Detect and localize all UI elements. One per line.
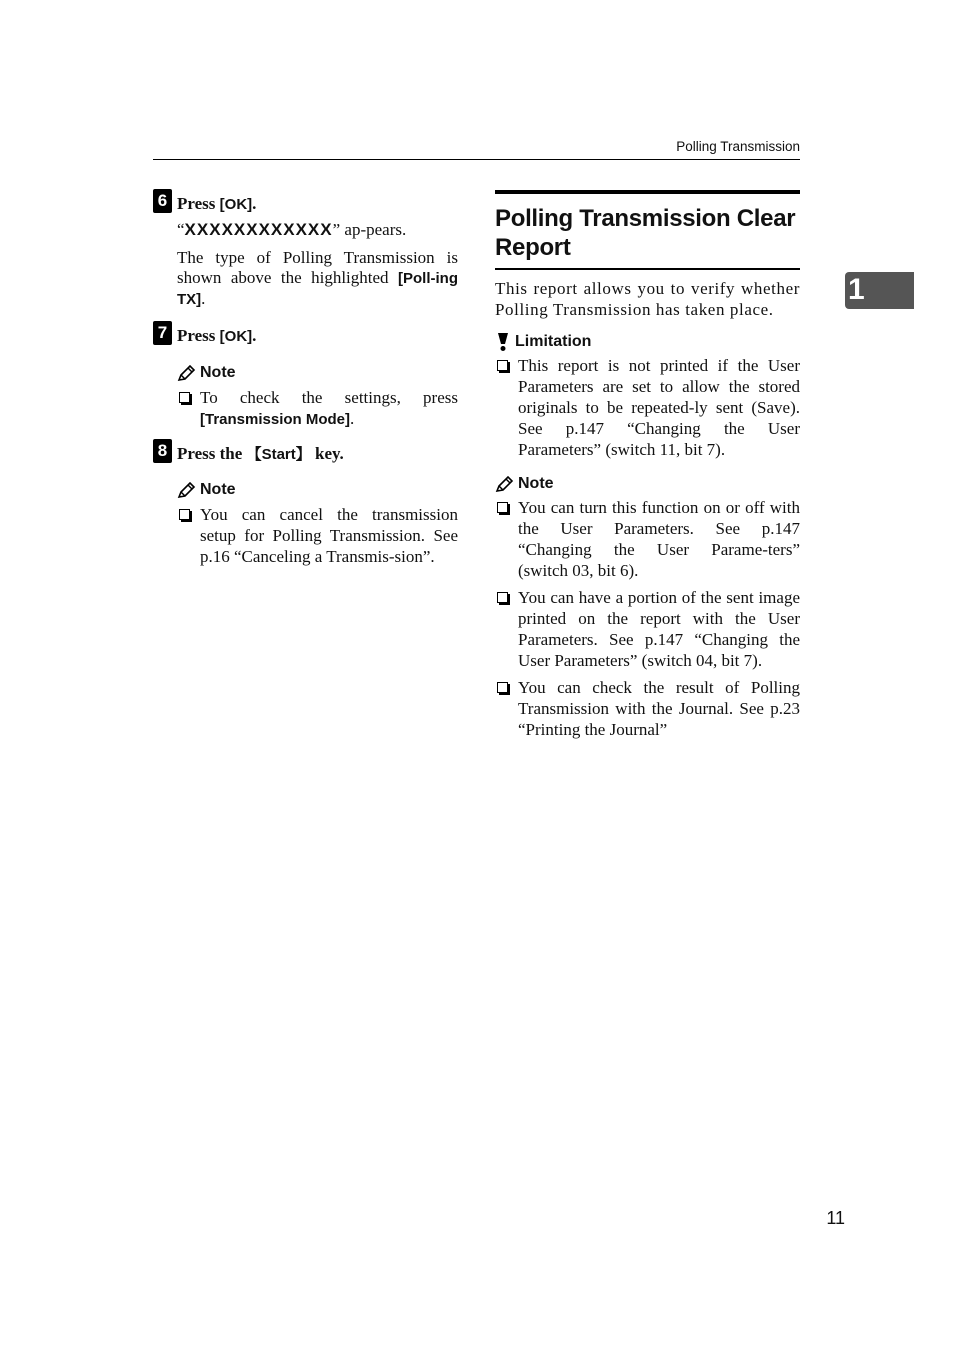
note-item: You can cancel the transmission setup for Polling Transmission. See p.16 “Canceling a Transmis-sion”. bbox=[177, 504, 458, 567]
ok-key: [OK] bbox=[219, 196, 253, 213]
header-rule bbox=[153, 159, 800, 160]
pencil-icon bbox=[177, 365, 196, 382]
exclamation-icon bbox=[495, 332, 511, 352]
limitation-heading: Limitation bbox=[495, 332, 800, 352]
masked-display: XXXXXXXXXXXX bbox=[184, 220, 333, 239]
step-6-title: Press [OK]. bbox=[177, 194, 257, 213]
bullet-box-icon bbox=[497, 360, 508, 371]
note-heading: Note bbox=[177, 480, 458, 500]
step-number-8: 8 bbox=[153, 439, 172, 463]
note-heading: Note bbox=[177, 363, 458, 383]
pencil-icon bbox=[495, 476, 514, 493]
chapter-number: 1 bbox=[848, 273, 865, 306]
bullet-box-icon bbox=[497, 502, 508, 513]
step-number-6: 6 bbox=[153, 189, 172, 213]
bullet-box-icon bbox=[179, 392, 190, 403]
appears-text: “XXXXXXXXXXXX” ap-pears. bbox=[177, 220, 407, 239]
note-item: You can turn this function on or off with the User Parameters. See p.147 “Changing the User Parame-ters” (switch 03, bit 6). bbox=[495, 497, 800, 581]
step-8-title: Press the 【Start】 key. bbox=[177, 444, 344, 463]
note-heading: Note bbox=[495, 474, 800, 494]
intro-paragraph: This report allows you to verify whether Polling Transmission has taken place. bbox=[495, 279, 800, 319]
step-7-title: Press [OK]. bbox=[177, 326, 257, 345]
bullet-box-icon bbox=[179, 509, 190, 520]
left-column bbox=[153, 188, 458, 567]
pencil-icon bbox=[177, 482, 196, 499]
right-column bbox=[495, 190, 800, 740]
section-rule-bottom bbox=[495, 268, 800, 270]
bullet-box-icon bbox=[497, 592, 508, 603]
step-8 bbox=[153, 438, 458, 567]
note-item: To check the settings, press [Transmission Mode]. bbox=[177, 387, 458, 430]
chapter-tab bbox=[845, 272, 914, 309]
step-6 bbox=[153, 188, 458, 310]
note-item: You can check the result of Polling Transmission with the Journal. See p.23 “Printing the Journal” bbox=[495, 677, 800, 740]
note-item: You can have a portion of the sent image printed on the report with the User Parameters. See p.147 “Changing the User Parameters” (switch 04, bit 7). bbox=[495, 587, 800, 671]
limitation-item: This report is not printed if the User Parameters are set to allow the stored originals to be repeated-ly sent (Save). See p.147 “Changing the User Parameters” (switch 11, bit 7). bbox=[495, 355, 800, 460]
polling-type-text: The type of Polling Transmission is shown above the highlighted [Poll-ing TX]. bbox=[177, 248, 458, 308]
bullet-box-icon bbox=[497, 682, 508, 693]
step-7 bbox=[153, 320, 458, 430]
running-header: Polling Transmission bbox=[676, 139, 800, 154]
page-number: 11 bbox=[826, 1208, 845, 1228]
step-number-7: 7 bbox=[153, 321, 172, 345]
section-title: Polling Transmission Clear Report bbox=[495, 205, 796, 261]
